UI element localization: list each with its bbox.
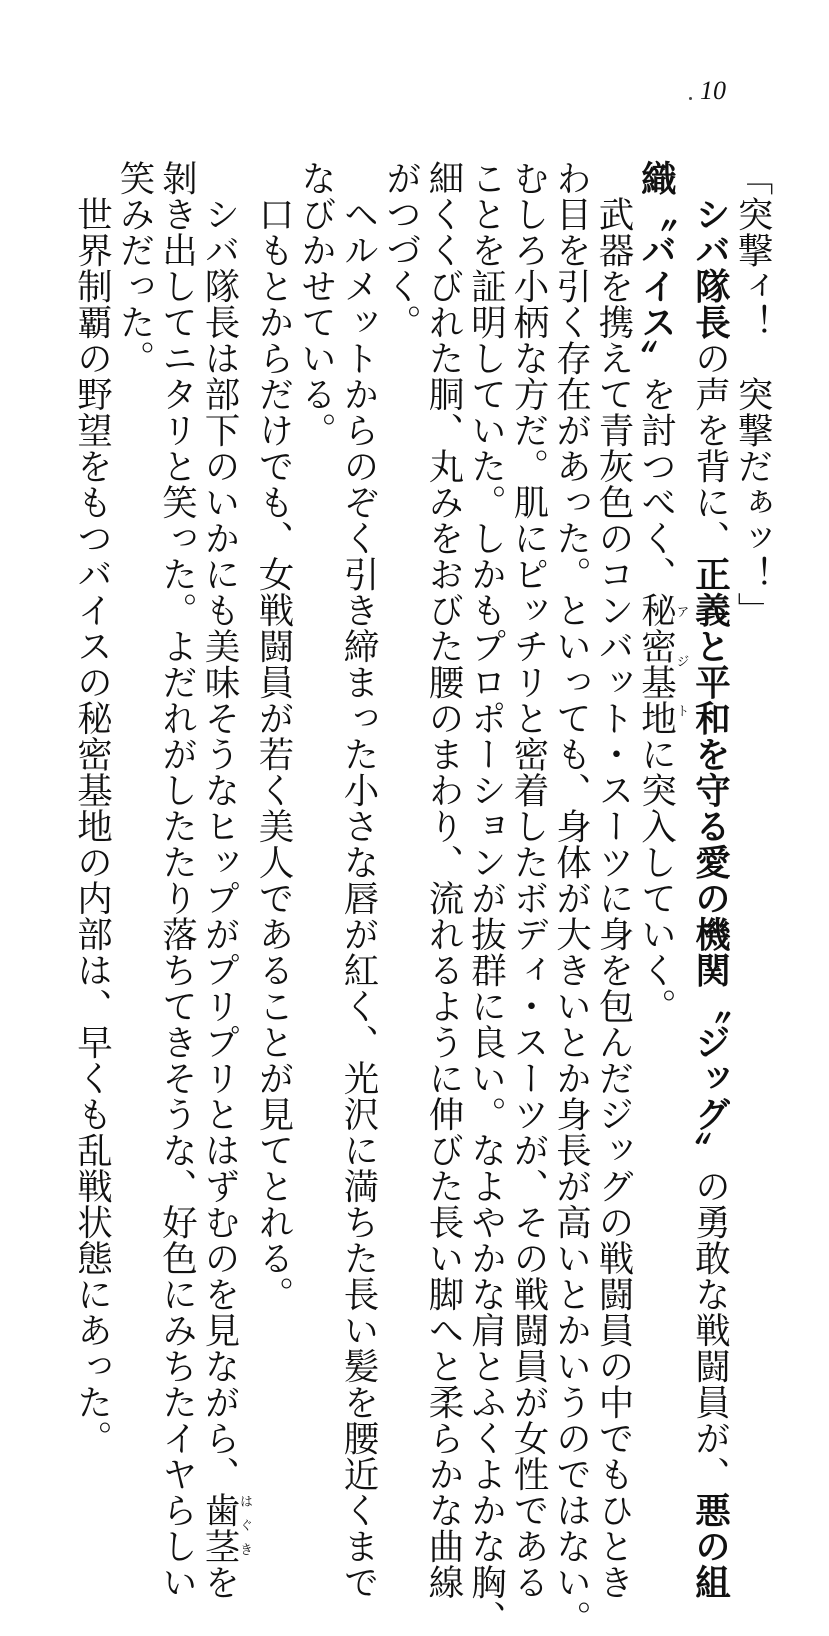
text-line <box>634 160 688 1160</box>
bold-phrase: 〝バイス〟 <box>635 196 677 376</box>
text-line: なびかせている。 <box>295 160 337 448</box>
body-text <box>70 160 773 1636</box>
text-run: の声を背に、 <box>689 339 731 556</box>
ruby-annotation <box>199 1491 252 1564</box>
text-line: むしろ小柄な方だ。肌にピッチリと密着したボディ・スーツが、その戦闘員が女性である <box>508 160 549 1600</box>
text-line: ヘルメットからのぞく引き締まった小さな唇が紅く、光沢に満ちた長い髪を腰近くまで <box>338 195 379 1600</box>
page-number: 10 <box>700 76 726 105</box>
text-run: を <box>199 1563 240 1600</box>
text-line <box>198 160 252 1600</box>
text-line: 細くくびれた胴、丸みをおびた腰のまわり、流れるように伸びた長い脚へと柔らかな曲線 <box>423 160 464 1600</box>
text-line: 武器を携えて青灰色のコンバット・スーツに身を包んだジッグの戦闘員の中でもひとき <box>593 195 634 1600</box>
text-line: ことを証明していた。しかもプロポーションが抜群に良い。なよやかな肩とふくよかな胸、 <box>465 160 507 1636</box>
bold-phrase: 〝ジッグ〟 <box>689 987 731 1168</box>
text-line: 世界制覇の野望をもつバイスの秘密基地の内部は、早くも乱戦状態にあった。 <box>71 195 113 1456</box>
text-line: 「突撃ィ！ 突撃だぁッ！」 <box>732 160 773 628</box>
text-line <box>688 160 731 1600</box>
ruby-base: 歯茎 <box>199 1491 240 1564</box>
text-line: 剝き出してニタリと笑った。よだれがしたたり落ちてきそうな、好色にみちたイヤらしい <box>156 160 198 1600</box>
text-run: の勇敢な戦闘員が、 <box>689 1167 731 1492</box>
text-run: を討つべく、 <box>635 376 677 592</box>
bold-phrase: 正義と平和を守る愛の機関 <box>689 555 731 988</box>
text-line: わ目を引く存在があった。といっても、身体が大きいとか身長が高いとかいうのではない。 <box>550 160 592 1636</box>
bold-phrase: 織 <box>635 160 677 196</box>
ruby-base: 秘密基地 <box>635 592 677 736</box>
text-line: がつづく。 <box>380 160 422 340</box>
bold-phrase: 悪の組 <box>689 1491 731 1600</box>
text-line: 笑みだった。 <box>114 160 155 376</box>
text-run: に突入していく。 <box>635 736 677 1024</box>
ruby-annotation <box>635 592 689 736</box>
ruby-reading: はぐき <box>237 1491 252 1564</box>
page-mark <box>689 97 692 100</box>
text-run: シバ隊長は部下のいかにも美味そうなヒップがプリプリとはずむのを見ながら、 <box>199 195 240 1492</box>
ruby-reading: アジト <box>673 592 689 736</box>
text-line: 口もとからだけでも、女戦闘員が若く美人であることが見てとれる。 <box>253 195 294 1312</box>
bold-phrase: シバ隊長 <box>689 195 731 340</box>
